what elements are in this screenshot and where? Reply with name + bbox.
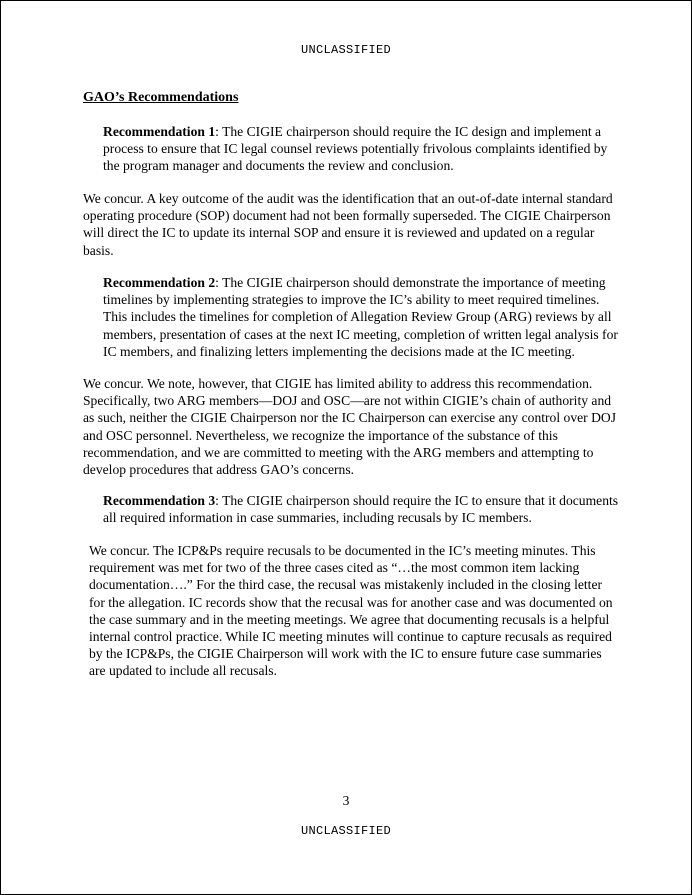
response-1: We concur. A key outcome of the audit was the identification that an out-of-date internal standard operating procedure (SOP) document had not been formally superseded. The CIGIE Chairperson will direct the IC to update its internal SOP and ensure it is reviewed and updated on a regular basis. <box>83 191 613 258</box>
page-number: 3 <box>342 793 350 808</box>
recommendation-3-label: Recommendation 3 <box>103 493 216 508</box>
response-3: We concur. The ICP&Ps require recusals to be documented in the IC’s meeting minutes. This requirement was met for two of the three cases cited as “…the most common item lacking documentation….” For the third case, the recusal was mistakenly included in the closing letter for the allegation. IC records show that the recusal was for another case and was documented on the case summary and in the meeting meetings. We agree that documenting recusals is a helpful internal control practice. While IC meeting minutes will continue to capture recusals as required by the ICP&Ps, the CIGIE Chairperson will work with the IC to ensure future case summaries are updated to include all recusals. <box>89 543 613 679</box>
header-classification-marking: UNCLASSIFIED <box>300 43 391 57</box>
section-heading: GAO’s Recommendations <box>83 90 239 105</box>
recommendation-3-text: : The CIGIE chairperson should require the IC to ensure that it documents all required information in case summaries, including recusals by IC members. <box>103 493 619 526</box>
footer-classification-marking: UNCLASSIFIED <box>300 824 391 838</box>
recommendation-2-text: : The CIGIE chairperson should demonstrate the importance of meeting timelines by implementing strategies to improve the IC’s ability to meet required timelines. This includes the timelines for completion of Allegation Review Group (ARG) reviews by all members, presentation of cases at the next IC meeting, completion of written legal analysis for IC members, and finalizing letters implementing the decisions made at the IC meeting. <box>103 275 618 359</box>
recommendation-1 <box>103 123 623 175</box>
response-2: We concur. We note, however, that CIGIE has limited ability to address this recommendation. Specifically, two ARG members—DOJ and OSC—are not within CIGIE’s chain of authority and as such, neither the CIGIE Chairperson nor the IC Chairperson can exercise any control over DOJ and OSC personnel. Nevertheless, we recognize the importance of the substance of this recommendation, and we are committed to meeting with the ARG members and attempting to develop procedures that address GAO’s concerns. <box>83 376 617 478</box>
recommendation-2-label: Recommendation 2 <box>103 275 216 290</box>
recommendation-2 <box>103 274 623 360</box>
recommendation-1-text: : The CIGIE chairperson should require the IC design and implement a process to ensure that IC legal counsel reviews potentially frivolous complaints identified by the program manager and documents the review and conclusion. <box>103 124 608 174</box>
recommendation-1-label: Recommendation 1 <box>103 124 216 139</box>
recommendation-3 <box>103 492 623 526</box>
